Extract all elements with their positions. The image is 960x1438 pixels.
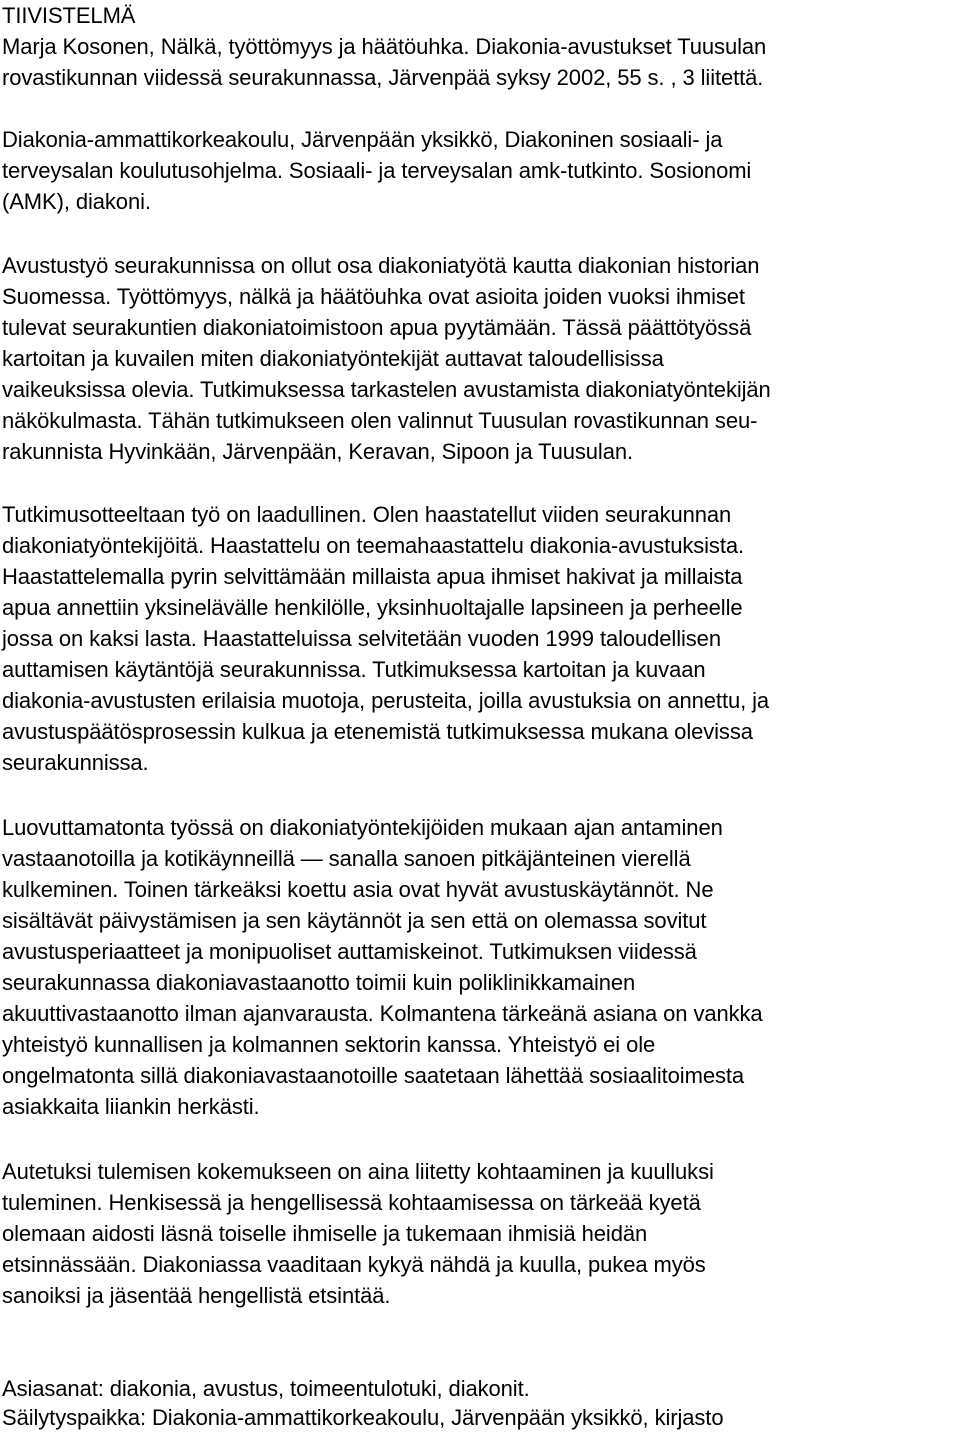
paragraph-3-line-7: akuuttivastaanotto ilman ajanvarausta. Kolmantena tärkeänä asiana on vankka — [2, 1001, 763, 1026]
paragraph-2-line-4: apua annettiin yksinelävälle henkilölle, yksinhuoltajalle lapsineen ja perheelle — [2, 595, 743, 620]
paragraph-2-line-8: avustuspäätösprosessin kulkua ja etenemistä tutkimuksessa mukana olevissa — [2, 719, 753, 744]
paragraph-3-line-8: yhteistyö kunnallisen ja kolmannen sektorin kanssa. Yhteistyö ei ole — [2, 1032, 656, 1057]
paragraph-4-line-2: tuleminen. Henkisessä ja hengellisessä kohtaamisessa on tärkeää kyetä — [2, 1190, 701, 1215]
paragraph-3-line-4: sisältävät päivystämisen ja sen käytännöt ja sen että on olemassa sovitut — [2, 908, 707, 933]
paragraph-1-line-5: vaikeuksissa olevia. Tutkimuksessa tarkastelen avustamista diakoniatyöntekijän — [2, 377, 771, 402]
paragraph-4-line-1: Autetuksi tulemisen kokemukseen on aina liitetty kohtaaminen ja kuulluksi — [2, 1159, 714, 1184]
paragraph-4-line-3: olemaan aidosti läsnä toiselle ihmiselle ja tukemaan ihmisiä heidän — [2, 1221, 648, 1246]
storage-location-line: Säilytyspaikka: Diakonia-ammattikorkeakoulu, Järvenpään yksikkö, kirjasto — [2, 1405, 724, 1430]
paragraph-3-line-1: Luovuttamatonta työssä on diakoniatyöntekijöiden mukaan ajan antaminen — [2, 815, 723, 840]
paragraph-2-line-7: diakonia-avustusten erilaisia muotoja, perusteita, joilla avustuksia on annettu, ja — [2, 688, 770, 713]
paragraph-1-line-3: tulevat seurakuntien diakoniatoimistoon apua pyytämään. Tässä päättötyössä — [2, 315, 752, 340]
paragraph-2-line-6: auttamisen käytäntöjä seurakunnissa. Tutkimuksessa kartoitan ja kuvaan — [2, 657, 706, 682]
paragraph-1-line-1: Avustustyö seurakunnissa on ollut osa diakoniatyötä kautta diakonian historian — [2, 253, 760, 278]
paragraph-2-line-1: Tutkimusotteeltaan työ on laadullinen. Olen haastatellut viiden seurakunnan — [2, 502, 732, 527]
paragraph-2-line-5: jossa on kaksi lasta. Haastatteluissa selvitetään vuoden 1999 taloudellisen — [2, 626, 721, 651]
paragraph-3-line-3: kulkeminen. Toinen tärkeäksi koettu asia ovat hyvät avustuskäytännöt. Ne — [2, 877, 714, 902]
header-line-1: Marja Kosonen, Nälkä, työttömyys ja häätöuhka. Diakonia-avustukset Tuusulan — [2, 34, 767, 59]
paragraph-1-line-6: näkökulmasta. Tähän tutkimukseen olen valinnut Tuusulan rovastikunnan seu- — [2, 408, 758, 433]
keywords-line: Asiasanat: diakonia, avustus, toimeentulotuki, diakonit. — [2, 1376, 530, 1401]
paragraph-3-line-6: seurakunnassa diakoniavastaanotto toimii kuin poliklinikkamainen — [2, 970, 636, 995]
paragraph-1-line-2: Suomessa. Työttömyys, nälkä ja häätöuhka ovat asioita joiden vuoksi ihmiset — [2, 284, 745, 309]
institution-line-2: terveysalan koulutusohjelma. Sosiaali- ja terveysalan amk-tutkinto. Sosionomi — [2, 158, 752, 183]
paragraph-2-line-3: Haastattelemalla pyrin selvittämään millaista apua ihmiset hakivat ja millaista — [2, 564, 743, 589]
institution-line-3: (AMK), diakoni. — [2, 189, 151, 214]
paragraph-2-line-9: seurakunnissa. — [2, 750, 149, 775]
paragraph-4-line-5: sanoiksi ja jäsentää hengellistä etsintää. — [2, 1283, 391, 1308]
paragraph-3-line-5: avustusperiaatteet ja monipuoliset auttamiskeinot. Tutkimuksen viidessä — [2, 939, 697, 964]
paragraph-1-line-7: rakunnista Hyvinkään, Järvenpään, Keravan, Sipoon ja Tuusulan. — [2, 439, 633, 464]
abstract-heading: TIIVISTELMÄ — [2, 3, 136, 28]
institution-line-1: Diakonia-ammattikorkeakoulu, Järvenpään yksikkö, Diakoninen sosiaali- ja — [2, 127, 723, 152]
paragraph-1-line-4: kartoitan ja kuvailen miten diakoniatyöntekijät auttavat taloudellisissa — [2, 346, 664, 371]
header-line-2: rovastikunnan viidessä seurakunnassa, Järvenpää syksy 2002, 55 s. , 3 liitettä. — [2, 65, 764, 90]
paragraph-4-line-4: etsinnässään. Diakoniassa vaaditaan kykyä nähdä ja kuulla, pukea myös — [2, 1252, 706, 1277]
paragraph-2-line-2: diakoniatyöntekijöitä. Haastattelu on teemahaastattelu diakonia-avustuksista. — [2, 533, 744, 558]
paragraph-3-line-10: asiakkaita liiankin herkästi. — [2, 1094, 260, 1119]
paragraph-3-line-9: ongelmatonta sillä diakoniavastaanotoille saatetaan lähettää sosiaalitoimesta — [2, 1063, 745, 1088]
paragraph-3-line-2: vastaanotoilla ja kotikäynneillä — sanalla sanoen pitkäjänteinen vierellä — [2, 846, 691, 871]
